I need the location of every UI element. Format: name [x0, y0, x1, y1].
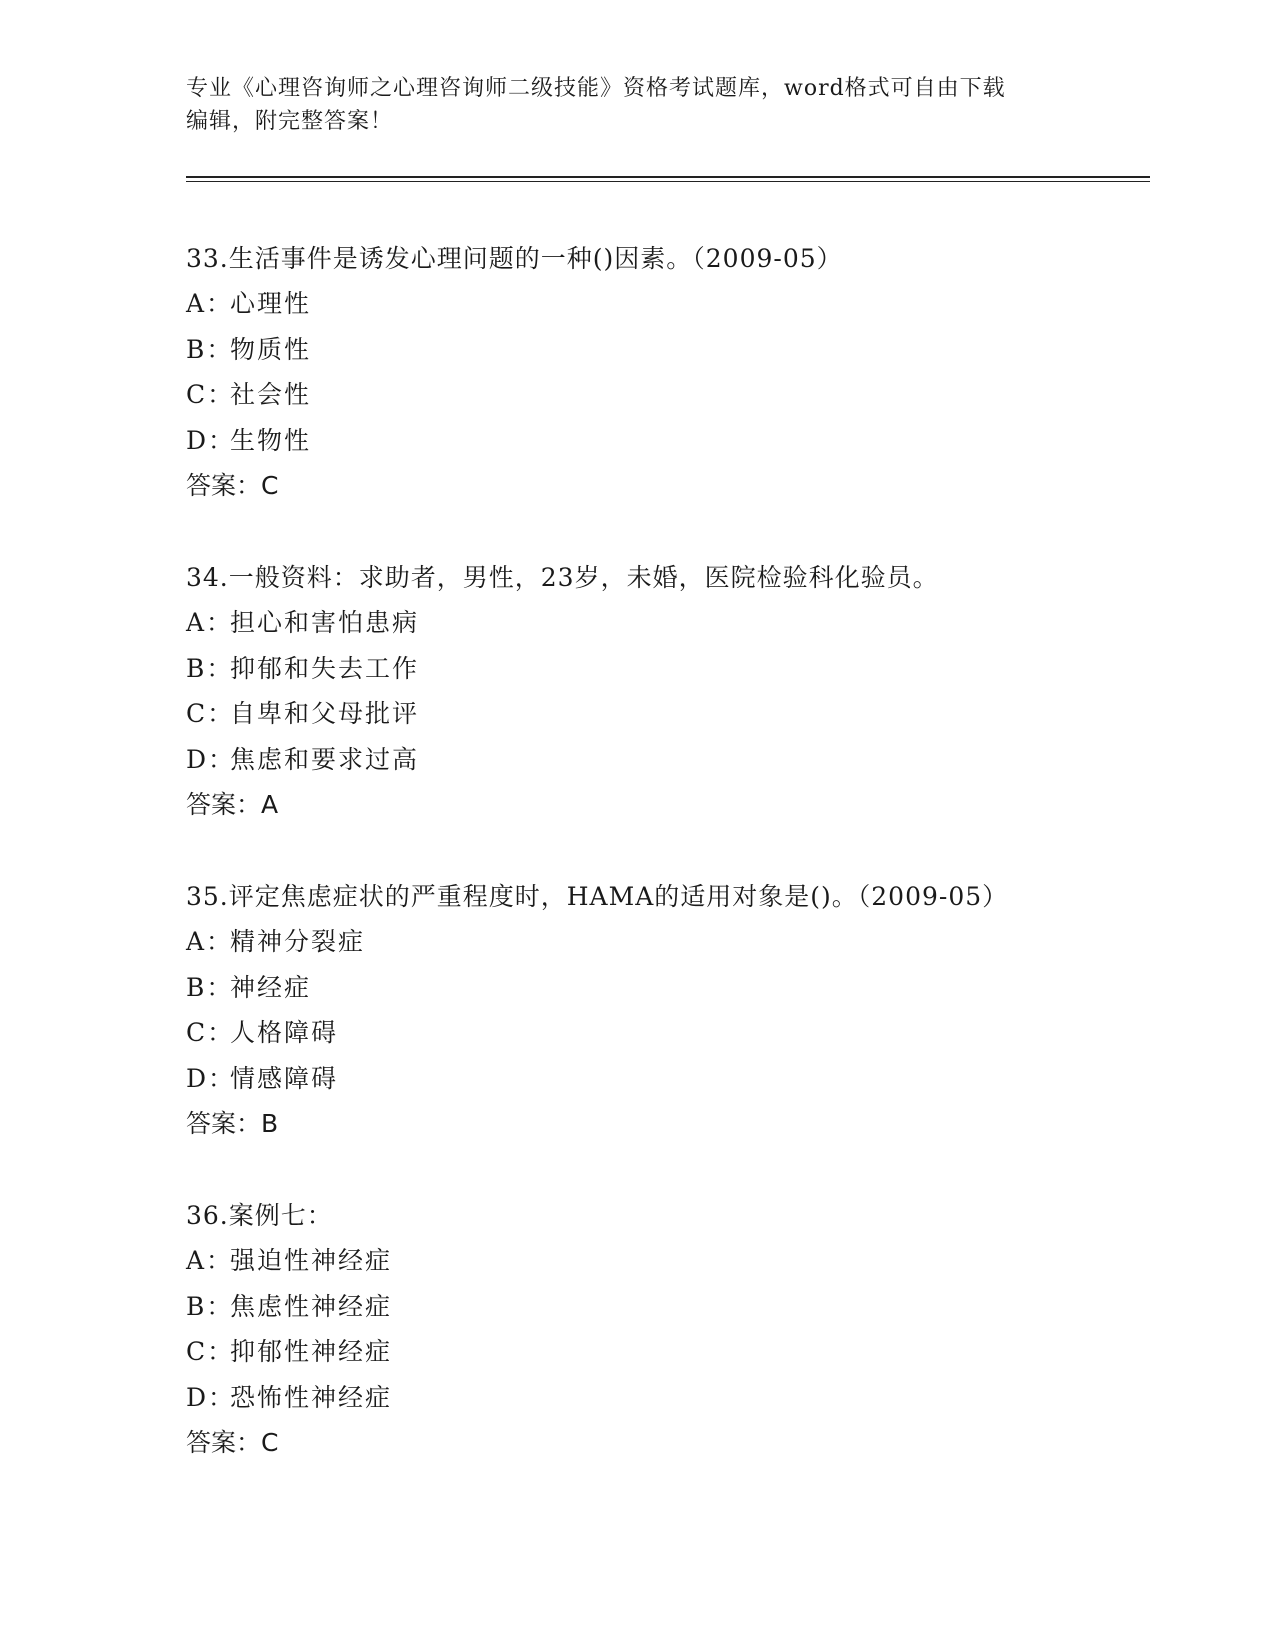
option-key: D：: [186, 744, 236, 774]
option-c: [186, 372, 1150, 418]
answer-line: 答案：A: [186, 790, 279, 819]
option-a: [186, 600, 1150, 646]
option-text: 自卑和父母批评: [230, 699, 420, 728]
document-header: [186, 72, 1086, 138]
question-35: [186, 874, 1150, 1193]
option-key: D：: [186, 1382, 236, 1412]
question-33: [186, 236, 1150, 555]
answer-line: 答案：C: [186, 1428, 279, 1457]
question-list: [186, 236, 1150, 1512]
question-36: [186, 1193, 1150, 1512]
option-text: 焦虑和要求过高: [230, 744, 420, 774]
option-text: 神经症: [230, 972, 312, 1002]
option-text: 物质性: [230, 334, 312, 364]
option-text: 抑郁和失去工作: [230, 653, 420, 683]
option-key: B：: [186, 972, 234, 1002]
option-d: [186, 1375, 1150, 1421]
answer-line: 答案：B: [186, 1109, 279, 1138]
option-key: B：: [186, 1291, 234, 1321]
option-text: 恐怖性神经症: [230, 1382, 393, 1412]
option-text: 人格障碍: [230, 1018, 339, 1047]
option-key: B：: [186, 334, 234, 364]
option-text: 抑郁性神经症: [230, 1337, 393, 1366]
option-key: A：: [186, 289, 234, 318]
header-line-2: 编辑，附完整答案！: [186, 109, 394, 134]
option-text: 社会性: [230, 380, 312, 409]
option-text: 生物性: [230, 425, 312, 455]
option-a: [186, 919, 1150, 965]
option-c: [186, 691, 1150, 737]
option-text: 心理性: [230, 289, 312, 318]
option-key: D：: [186, 425, 236, 455]
option-text: 焦虑性神经症: [230, 1291, 393, 1321]
option-key: C：: [186, 699, 235, 728]
question-stem: 35.评定焦虑症状的严重程度时，HAMA的适用对象是()。（2009-05）: [186, 882, 1009, 911]
option-text: 精神分裂症: [230, 927, 366, 956]
option-b: [186, 1284, 1150, 1330]
option-key: B：: [186, 653, 234, 683]
option-d: [186, 1056, 1150, 1102]
option-c: [186, 1329, 1150, 1375]
question-stem: 33.生活事件是诱发心理问题的一种()因素。（2009-05）: [186, 244, 843, 273]
option-key: C：: [186, 380, 235, 409]
option-d: [186, 737, 1150, 783]
option-b: [186, 327, 1150, 373]
header-line-1: 专业《心理咨询师之心理咨询师二级技能》资格考试题库，word格式可自由下载: [186, 76, 1006, 101]
option-text: 强迫性神经症: [230, 1246, 393, 1275]
answer-line: 答案：C: [186, 471, 279, 500]
option-text: 情感障碍: [230, 1063, 339, 1093]
option-d: [186, 418, 1150, 464]
option-text: 担心和害怕患病: [230, 608, 420, 637]
header-divider-thin: [186, 181, 1150, 182]
option-a: [186, 281, 1150, 327]
option-b: [186, 965, 1150, 1011]
question-stem: 34.一般资料：求助者，男性，23岁，未婚，医院检验科化验员。: [186, 563, 939, 592]
option-key: C：: [186, 1018, 235, 1047]
option-key: A：: [186, 1246, 234, 1275]
option-c: [186, 1010, 1150, 1056]
option-b: [186, 646, 1150, 692]
question-stem: 36.案例七：: [186, 1201, 333, 1230]
option-key: C：: [186, 1337, 235, 1366]
option-key: A：: [186, 927, 234, 956]
question-34: [186, 555, 1150, 874]
option-key: A：: [186, 608, 234, 637]
option-key: D：: [186, 1063, 236, 1093]
option-a: [186, 1238, 1150, 1284]
header-divider-thick: [186, 176, 1150, 178]
